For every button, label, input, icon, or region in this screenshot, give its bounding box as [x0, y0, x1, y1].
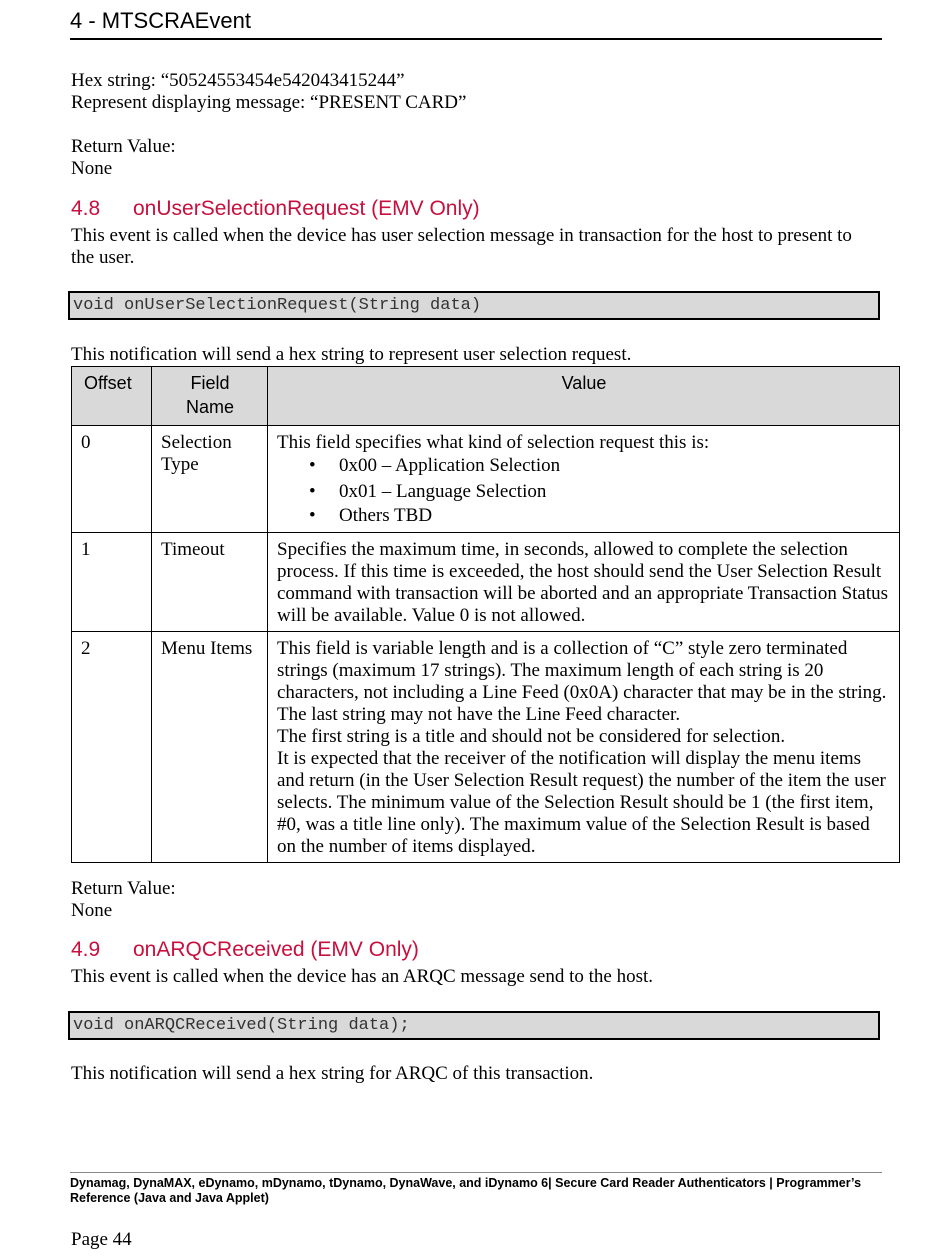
code-signature: void onUserSelectionRequest(String data): [68, 291, 880, 320]
section-number: 4.9: [71, 938, 101, 961]
section-4-8-heading: [71, 196, 480, 222]
section-number: 4.8: [71, 197, 101, 220]
table-row: [72, 426, 900, 533]
section-title: onUserSelectionRequest (EMV Only): [133, 197, 480, 220]
header-value: Value: [268, 367, 900, 426]
return-value-label: Return Value:: [71, 878, 176, 899]
hex-string-line: Hex string: “50524553454e542043415244”: [71, 70, 405, 91]
user-selection-table: [71, 366, 900, 863]
selection-type-list: [277, 454, 891, 528]
field-cell: Menu Items: [152, 632, 268, 863]
return-value: None: [71, 900, 113, 921]
table-row: [72, 533, 900, 632]
value-cell: Specifies the maximum time, in seconds, allowed to complete the selection process. If this time is exceeded, the host should send the User Selection Result command with transaction will be aborted and an appropriate Transaction Status will be available. Value 0 is not allowed.: [268, 533, 900, 632]
code-signature: void onARQCReceived(String data);: [68, 1011, 880, 1040]
return-value: None: [71, 158, 113, 179]
header-field-name: Field Name: [152, 367, 268, 426]
represent-message-line: Represent displaying message: “PRESENT CARD”: [71, 92, 467, 113]
value-paragraph: The first string is a title and should not be considered for selection.: [277, 726, 786, 747]
list-item: • Others TBD: [339, 504, 891, 528]
value-paragraph: It is expected that the receiver of the notification will display the menu items and return (in the User Selection Result request) the number of the item the user selects. The minimum value of the Selection Result should be 1 (the first item, #0, was a title line only). The maximum value of the Selection Result is based on the number of items displayed.: [277, 748, 886, 857]
list-item: • 0x00 – Application Selection: [339, 454, 891, 478]
field-cell: Selection Type: [152, 426, 268, 533]
notification-text: This notification will send a hex string to represent user selection request.: [71, 344, 632, 365]
page-number: Page 44: [71, 1229, 132, 1250]
return-value-label: Return Value:: [71, 136, 176, 157]
list-item: • 0x01 – Language Selection: [339, 480, 891, 504]
footer-text: Dynamag, DynaMAX, eDynamo, mDynamo, tDynamo, DynaWave, and iDynamo 6| Secure Card Reader Authenticators | Programmer’s Reference (Java and Java Applet): [70, 1172, 882, 1206]
value-intro: This field specifies what kind of selection request this is:: [277, 432, 710, 453]
section-description: This event is called when the device has user selection message in transaction for the host to present to the user.: [71, 225, 852, 268]
table-header-row: [72, 367, 900, 426]
chapter-header: 4 - MTSCRAEvent: [70, 6, 882, 40]
section-description: This event is called when the device has an ARQC message send to the host.: [71, 966, 654, 987]
notification-text: This notification will send a hex string for ARQC of this transaction.: [71, 1063, 594, 1084]
section-4-9-heading: [71, 937, 419, 963]
value-cell: [268, 632, 900, 863]
table-row: [72, 632, 900, 863]
value-cell: [268, 426, 900, 533]
field-cell: Timeout: [152, 533, 268, 632]
offset-cell: 1: [72, 533, 152, 632]
header-offset: Offset: [72, 367, 152, 426]
offset-cell: 0: [72, 426, 152, 533]
value-paragraph: This field is variable length and is a collection of “C” style zero terminated strings (maximum 17 strings). The maximum length of each string is 20 characters, not including a Line Feed (0x0A) character that may be in the string. The last string may not have the Line Feed character.: [277, 638, 887, 725]
offset-cell: 2: [72, 632, 152, 863]
section-title: onARQCReceived (EMV Only): [133, 938, 419, 961]
